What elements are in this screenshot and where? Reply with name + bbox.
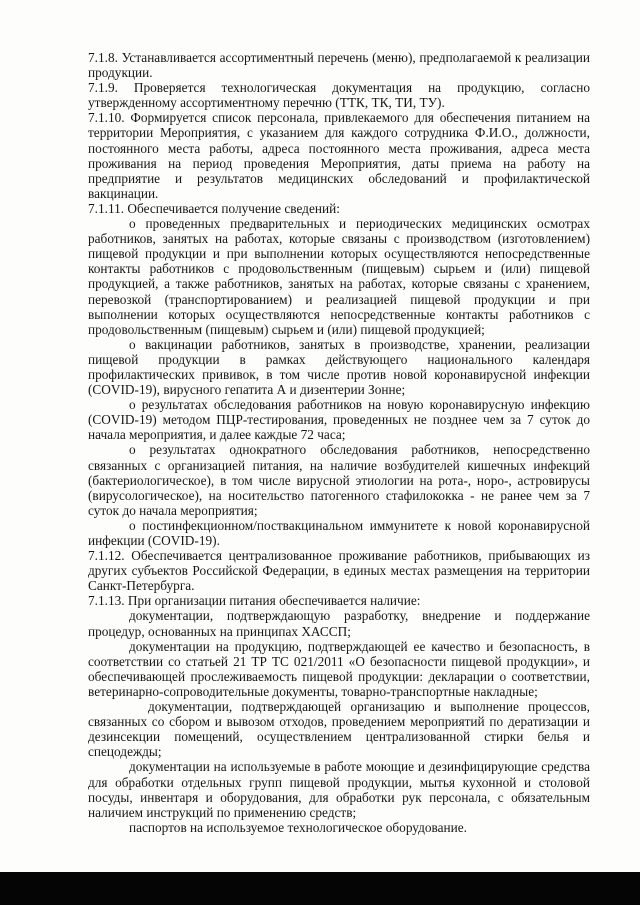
paragraph-7-1-9: 7.1.9. Проверяется технологическая документация на продукцию, согласно утвержденному ассортиментному перечню (ТТК, ТК, ТИ, ТУ).	[88, 80, 590, 111]
paragraph-7-1-8: 7.1.8. Устанавливается ассортиментный перечень (меню), предполагаемой к реализации продукции.	[88, 50, 590, 81]
item-pcr-testing: о результатах обследования работников на новую коронавирусную инфекцию (COVID-19) методом ПЦР-тестирования, проведенных не позднее чем за 7 суток до начала мероприятия, и далее каждые 72 часа;	[88, 397, 590, 443]
scan-bottom-edge	[0, 872, 640, 905]
item-single-examination: о результатах однократного обследования работников, непосредственно связанных с организацией питания, на наличие возбудителей кишечных инфекций (бактериологическое), в том числе вирусной этиологии на рота-, норо-, астровирусы (вирусологическое), на носительство патогенного стафилококка - не ранее чем за 7 суток до начала мероприятия;	[88, 442, 590, 518]
paragraph-7-1-11: 7.1.11. Обеспечивается получение сведений:	[88, 200, 340, 216]
item-equipment-passports: паспортов на используемое технологическое оборудование.	[129, 819, 467, 835]
item-immunity: о постинфекционном/поствакцинальном иммунитете к новой коронавирусной инфекции (COVID-19).	[88, 517, 590, 548]
item-medical-examinations: о проведенных предварительных и периодических медицинских осмотрах работников, занятых на работах, которые связаны с производством (изготовлением) пищевой продукции и при выполнении которых осуществляются непосредственные контакты работников с продовольственным (пищевым) сырьем и (или) пищевой продукцией, а также работников, занятых на работах, которые связаны с хранением, перевозкой (транспортированием) и реализацией пищевой продукции и при выполнении которых осуществляются непосредственные контакты работников с продовольственным (пищевым) сырьем и (или) пищевой продукцией;	[88, 216, 590, 337]
item-vaccination: о вакцинации работников, занятых в производстве, хранении, реализации пищевой продукции в рамках действующего национального календаря профилактических прививок, в том числе против новой коронавирусной инфекции (COVID-19), вирусного гепатита А и дизентерии Зонне;	[88, 336, 590, 398]
item-product-docs: документации на продукцию, подтверждающей ее качество и безопасность, в соответствии со статьей 21 ТР ТС 021/2011 «О безопасности пищевой продукции», и обеспечивающей прослеживаемость пищевой продукции: декларации о соответствии, ветеринарно-сопроводительные документы, товарно-транспортные накладные;	[88, 638, 590, 699]
item-haccp-docs: документации, подтверждающую разработку, внедрение и поддержание процедур, основанных на принципах ХАССП;	[88, 608, 590, 639]
paragraph-7-1-13: 7.1.13. При организации питания обеспечивается наличие:	[88, 593, 421, 609]
document-body	[88, 50, 590, 835]
paragraph-7-1-12: 7.1.12. Обеспечивается централизованное проживание работников, прибывающих из других субъектов Российской Федерации, в единых местах размещения на территории Санкт-Петербурга.	[88, 548, 590, 594]
item-detergent-docs: документации на используемые в работе моющие и дезинфицирующие средства для обработки отдельных групп пищевой продукции, мытья кухонной и столовой посуды, инвентаря и оборудования, для обработки рук персонала, с обязательным наличием инструкций по применению средств;	[88, 759, 590, 820]
paragraph-7-1-10: 7.1.10. Формируется список персонала, привлекаемого для обеспечения питанием на территории Мероприятия, с указанием для каждого сотрудника Ф.И.О., должности, постоянного места работы, адреса постоянного места проживания, адреса места проживания на период проведения Мероприятия, даты приема на работу на предприятие и результатов медицинских обследований и профилактической вакцинации.	[88, 110, 590, 201]
item-waste-docs: документации, подтверждающей организацию и выполнение процессов, связанных со сбором и вывозом отходов, проведением мероприятий по дератизации и дезинсекции помещений, осуществлением централизованной стирки белья и спецодежды;	[88, 699, 590, 760]
